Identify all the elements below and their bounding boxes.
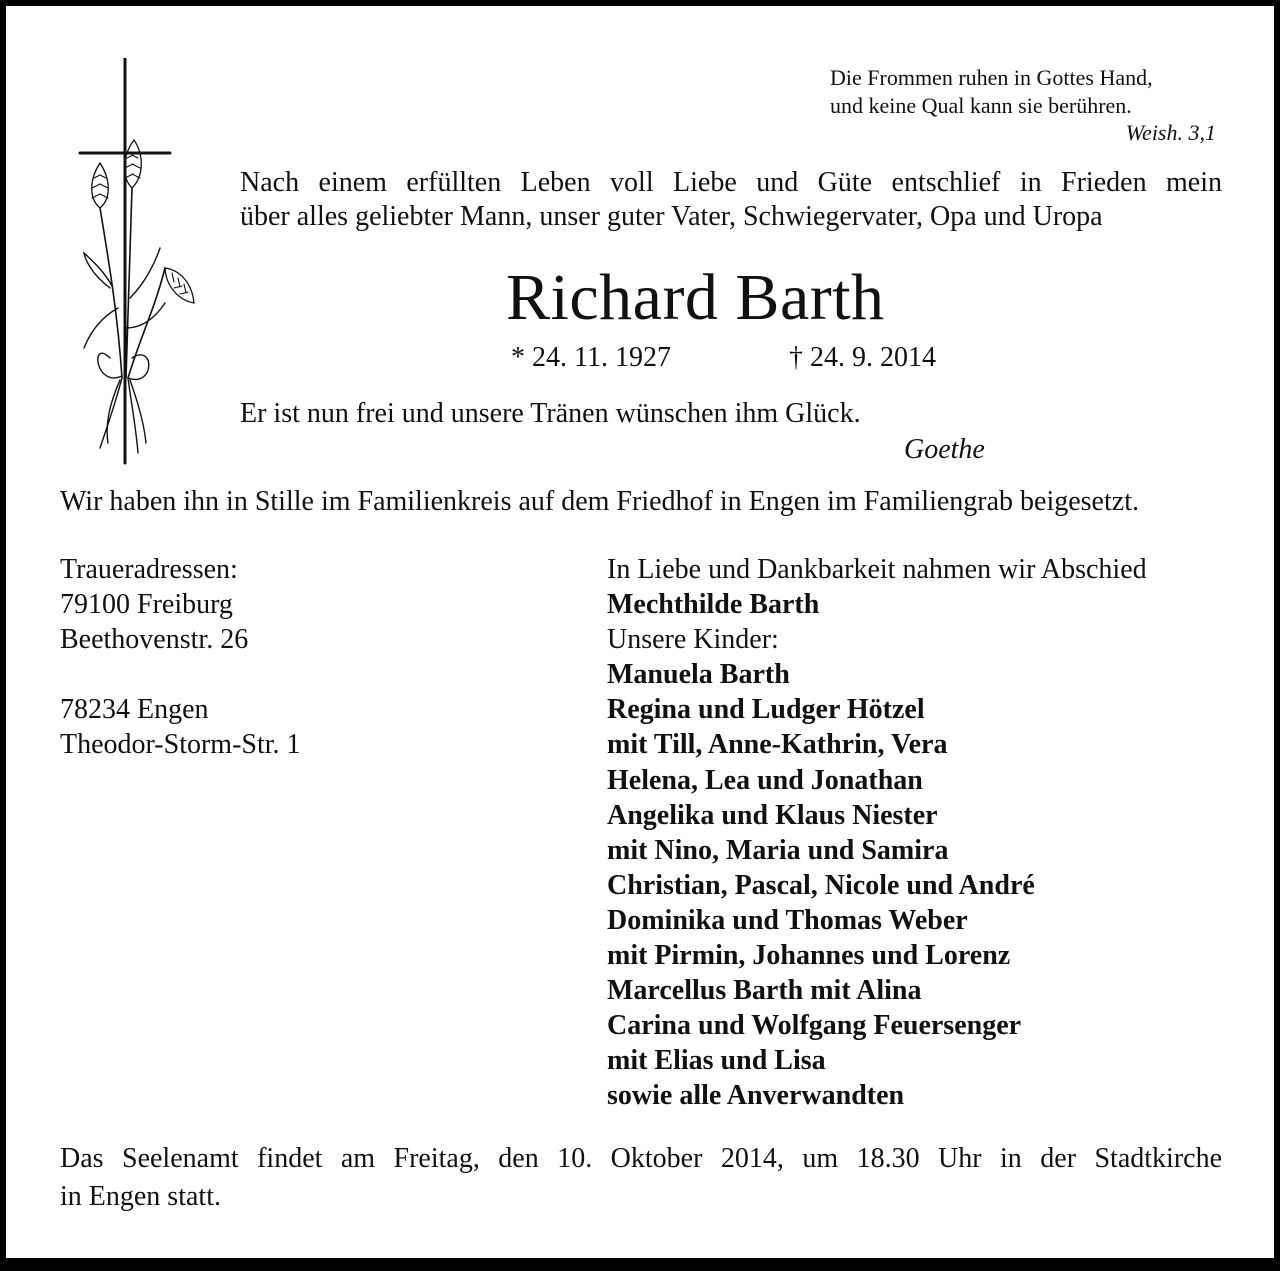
birth-date: * 24. 11. 1927 [511, 342, 671, 373]
address-line: 78234 Engen [60, 694, 209, 725]
bible-verse-line: und keine Qual kann sie berühren. [830, 93, 1132, 118]
quote-text: Er ist nun frei und unsere Tränen wünschen ihm Glück. [240, 398, 861, 429]
mourner-entry: Angelika und Klaus Niester [607, 799, 938, 831]
deceased-name: Richard Barth [506, 261, 885, 334]
intro-line: über alles geliebter Mann, unser guter Vater, Schwiegervater, Opa und Uropa [240, 201, 1103, 232]
obituary-card [6, 6, 1274, 1258]
children-label: Unsere Kinder: [607, 624, 779, 656]
mourning-addresses [60, 552, 301, 762]
farewell-text: In Liebe und Dankbarkeit nahmen wir Abschied [607, 554, 1147, 585]
service-notice [60, 1140, 1222, 1216]
bible-verse [830, 64, 1153, 120]
mourner-entry: sowie alle Anverwandten [607, 1080, 905, 1112]
mourner-entry: mit Till, Anne-Kathrin, Vera [607, 729, 948, 761]
intro-line: Nach einem erfüllten Leben voll Liebe und Güte entschlief in Frieden mein [240, 167, 1222, 198]
mourner-entry: mit Elias und Lisa [607, 1045, 826, 1077]
mourner-entry: Manuela Barth [607, 659, 790, 691]
service-line: Das Seelenamt findet am Freitag, den 10. Oktober 2014, um 18.30 Uhr in der Stadtkirche [60, 1143, 1222, 1174]
service-line: in Engen statt. [60, 1181, 221, 1212]
mourner-entry: Christian, Pascal, Nicole und André [607, 869, 1035, 901]
quote-author: Goethe [904, 434, 985, 465]
mourner-entry: Dominika und Thomas Weber [607, 904, 968, 936]
mourner-entry: mit Nino, Maria und Samira [607, 834, 949, 866]
address-line: Beethovenstr. 26 [60, 624, 249, 655]
burial-notice: Wir haben ihn in Stille im Familienkreis auf dem Friedhof in Engen im Familiengrab beigesetzt. [60, 486, 1139, 517]
bible-verse-line: Die Frommen ruhen in Gottes Hand, [830, 65, 1153, 90]
bible-verse-reference: Weish. 3,1 [1125, 120, 1216, 145]
mourner-entry: mit Pirmin, Johannes und Lorenz [607, 940, 1011, 972]
address-line: 79100 Freiburg [60, 589, 233, 620]
mourner-entry: Regina und Ludger Hötzel [607, 694, 925, 726]
mourners-list [607, 552, 1147, 1114]
spouse-name: Mechthilde Barth [607, 589, 820, 621]
intro-text [240, 166, 1222, 234]
mourner-entry: Marcellus Barth mit Alina [607, 975, 922, 1007]
death-date: † 24. 9. 2014 [789, 342, 936, 373]
address-line: Theodor-Storm-Str. 1 [60, 729, 301, 760]
cross-with-wheat-icon [70, 58, 200, 468]
addresses-label: Traueradressen: [60, 554, 238, 585]
mourner-entry: Carina und Wolfgang Feuersenger [607, 1010, 1022, 1042]
mourner-entry: Helena, Lea und Jonathan [607, 764, 923, 796]
